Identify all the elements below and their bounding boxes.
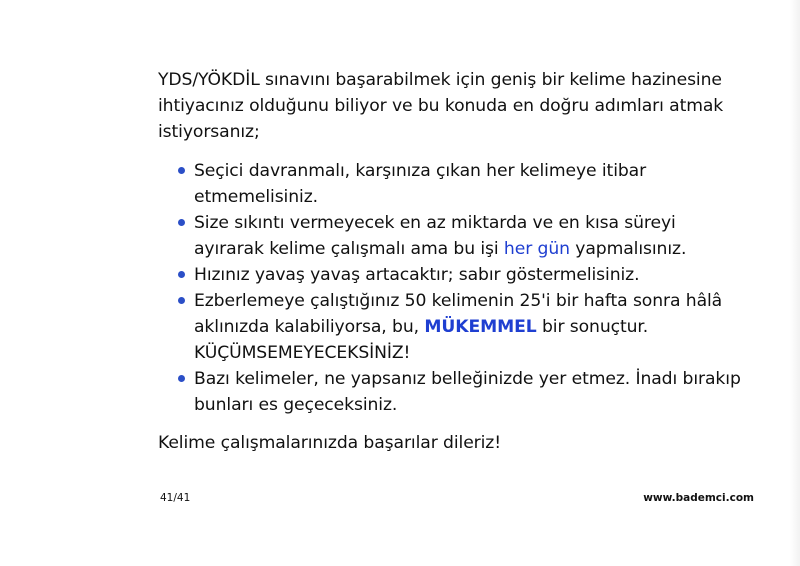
bullet-icon xyxy=(178,167,185,174)
document-body xyxy=(158,67,748,456)
list-item-text-start: Size sıkıntı vermeyecek en az miktarda ve en kısa süreyi ayırarak kelime çalışmalı ama bu işi xyxy=(194,213,676,259)
website-label: www.bademci.com xyxy=(643,492,754,504)
highlight-every-day: her gün xyxy=(503,239,570,259)
closing-paragraph: Kelime çalışmalarınızda başarılar dileriz! xyxy=(158,433,502,453)
list-item-text-end: bir sonuçtur. KÜÇÜMSEMEYECEKSİNİZ! xyxy=(194,317,649,363)
list-item-text: Bazı kelimeler, ne yapsanız belleğinizde yer etmez. İnadı bırakıp bunları es geçeceksiniz. xyxy=(194,369,741,415)
bullet-icon xyxy=(178,297,185,304)
highlight-excellent: MÜKEMMEL xyxy=(424,317,537,337)
list-item xyxy=(158,288,748,366)
bullet-icon xyxy=(178,271,185,278)
list-item xyxy=(158,262,748,288)
intro-paragraph: YDS/YÖKDİL sınavını başarabilmek için geniş bir kelime hazinesine ihtiyacınız olduğunu biliyor ve bu konuda en doğru adımları atmak istiyorsanız; xyxy=(158,70,724,142)
list-item xyxy=(158,210,748,262)
list-item xyxy=(158,366,748,418)
list-item-text-start: Ezberlemeye çalıştığınız 50 kelimenin 25'i bir hafta sonra hâlâ aklınızda kalabiliyorsa, bu, xyxy=(194,291,723,337)
bullet-icon xyxy=(178,219,185,226)
list-item-text: Seçici davranmalı, karşınıza çıkan her kelimeye itibar etmemelisiniz. xyxy=(194,161,647,207)
list-item xyxy=(158,158,748,210)
list-item-text-end: yapmalısınız. xyxy=(569,239,687,259)
page-number: 41/41 xyxy=(160,492,191,504)
bullet-icon xyxy=(178,375,185,382)
list-item-text: Hızınız yavaş yavaş artacaktır; sabır göstermelisiniz. xyxy=(194,265,640,285)
advice-list xyxy=(158,158,748,418)
page-edge xyxy=(790,0,800,566)
